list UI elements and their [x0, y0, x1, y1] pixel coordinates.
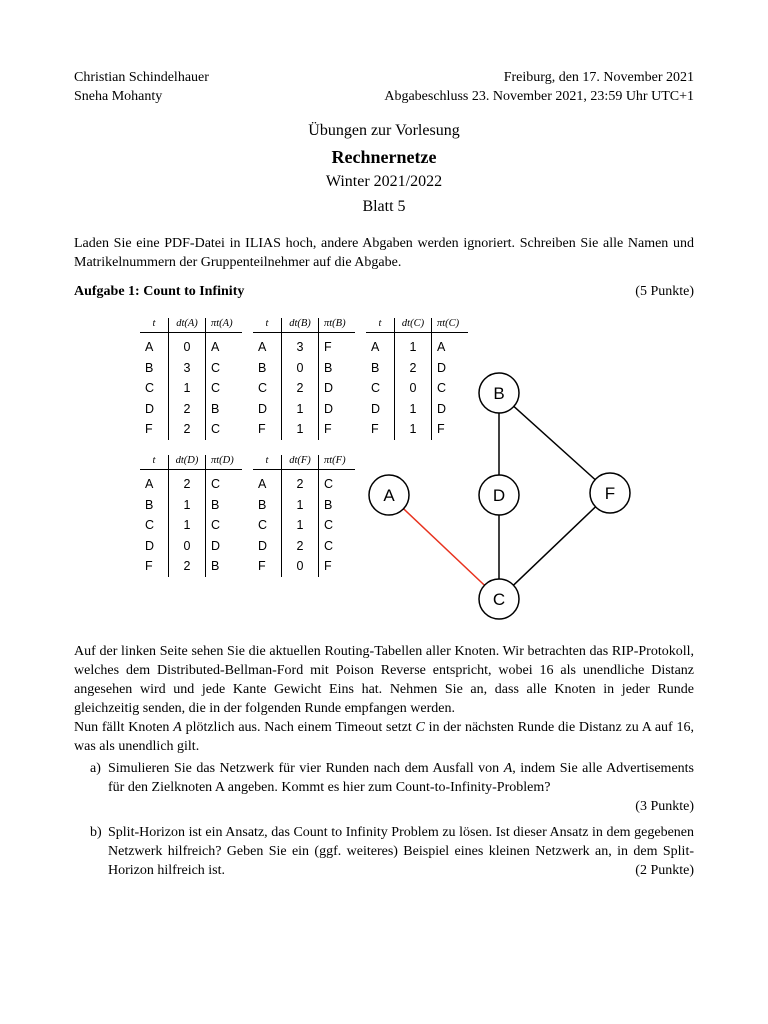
table-cell: B	[211, 497, 220, 512]
table-cell: A	[140, 333, 169, 358]
node-a	[369, 475, 409, 515]
subtask-a-var: A	[503, 761, 513, 776]
routing-table-f	[253, 455, 355, 577]
node-f	[590, 473, 630, 513]
table-cell: C	[324, 518, 334, 533]
table-cell: F	[253, 419, 282, 440]
table-cell: 1	[169, 515, 206, 536]
subtask-b-points: (2 Punkte)	[635, 863, 694, 878]
subtask-a	[90, 759, 694, 816]
table-cell: D	[211, 538, 221, 553]
table-row	[140, 419, 242, 440]
table-cell: B	[324, 497, 333, 512]
table-header-cell: πt(A)	[206, 318, 243, 333]
table-cell: 2	[395, 358, 432, 379]
table-cell: C	[437, 381, 447, 396]
edge-b-f	[499, 393, 610, 493]
table-cell: F	[366, 419, 395, 440]
svg-text:C: C	[492, 590, 506, 609]
node-d	[479, 475, 519, 515]
table-header-cell: dt(C)	[395, 318, 432, 333]
table-row	[253, 536, 355, 557]
table-row	[140, 378, 242, 399]
table-cell: C	[211, 518, 221, 533]
table-cell: 0	[282, 556, 319, 577]
table-cell: C	[253, 378, 282, 399]
table-cell: D	[437, 360, 447, 375]
task-1-heading	[74, 284, 694, 300]
table-header-cell: πt(F)	[319, 455, 356, 470]
table-cell: C	[140, 515, 169, 536]
table-cell: 1	[282, 419, 319, 440]
table-cell: 1	[395, 419, 432, 440]
routing-table-a	[140, 318, 242, 440]
table-row	[253, 399, 355, 420]
table-row	[253, 378, 355, 399]
failure-text-3: in der nächsten Runde die Distanz zu A auf 16, was als unendlich gilt.	[74, 720, 694, 754]
table-row	[140, 470, 242, 495]
table-header-cell: dt(A)	[169, 318, 206, 333]
table-cell: B	[140, 495, 169, 516]
table-cell: 0	[169, 536, 206, 557]
table-row	[253, 515, 355, 536]
routing-table-b	[253, 318, 355, 440]
table-cell: 1	[169, 378, 206, 399]
table-cell: B	[211, 559, 220, 574]
table-header-cell: t	[140, 455, 169, 470]
table-header-cell: t	[140, 318, 169, 333]
table-cell: D	[140, 536, 169, 557]
table-cell: 2	[169, 399, 206, 420]
author-2: Sneha Mohanty	[74, 89, 163, 104]
table-cell: B	[140, 358, 169, 379]
table-cell: 0	[395, 378, 432, 399]
edge-f-c	[499, 493, 610, 599]
author-1: Christian Schindelhauer	[74, 70, 209, 85]
table-header-cell: πt(D)	[206, 455, 243, 470]
table-cell: B	[253, 495, 282, 516]
table-header-cell: t	[253, 318, 282, 333]
table-cell: C	[211, 381, 221, 396]
table-header-cell: dt(D)	[169, 455, 206, 470]
routing-table-d	[140, 455, 242, 577]
table-row	[253, 419, 355, 440]
semester: Winter 2021/2022	[325, 173, 443, 190]
table-header-cell: πt(B)	[319, 318, 356, 333]
var-a: A	[173, 720, 182, 735]
task-1-title: Aufgabe 1: Count to Infinity	[74, 284, 245, 299]
table-cell: F	[324, 422, 332, 437]
table-cell: 1	[169, 495, 206, 516]
table-cell: A	[437, 340, 446, 355]
table-header-cell: t	[253, 455, 282, 470]
table-cell: 0	[169, 333, 206, 358]
table-row	[140, 515, 242, 536]
node-b	[479, 373, 519, 413]
table-cell: 2	[282, 470, 319, 495]
table-cell: D	[366, 399, 395, 420]
table-cell: A	[366, 333, 395, 358]
table-row	[140, 556, 242, 577]
table-cell: 3	[282, 333, 319, 358]
edge-a-c	[389, 495, 499, 599]
table-cell: F	[324, 340, 332, 355]
failure-text-2: plötzlich aus. Nach einem Timeout setzt	[181, 720, 416, 735]
subtask-a-text-1: Simulieren Sie das Netzwerk für vier Runden nach dem Ausfall von	[108, 761, 504, 776]
table-cell: C	[366, 378, 395, 399]
deadline: Abgabeschluss 23. November 2021, 23:59 Uhr UTC+1	[384, 89, 694, 104]
table-cell: C	[253, 515, 282, 536]
table-cell: B	[366, 358, 395, 379]
table-cell: A	[140, 470, 169, 495]
table-row	[253, 470, 355, 495]
intro-paragraph: Laden Sie eine PDF-Datei in ILIAS hoch, andere Abgaben werden ignoriert. Schreiben Sie alle Namen und Matrikelnummern der Gruppenteilnehmer auf die Abgabe.	[74, 236, 694, 270]
table-cell: 1	[395, 399, 432, 420]
subtask-a-text-2: , indem Sie alle Advertisements für den Zielknoten A angeben. Kommt es hier zum Count-to-Infinity-Problem?	[108, 761, 694, 795]
table-row	[253, 556, 355, 577]
description-paragraph: Auf der linken Seite sehen Sie die aktuellen Routing-Tabellen aller Knoten. Wir betrachten das RIP-Protokoll, welches dem Distributed-Bellman-Ford mit Poison Reverse entspricht, wobei 16 als unendliche Distanz angesehen wird und jede Kante Gewicht Eins hat. Nehmen Sie an, dass alle Knoten in jeder Runde gleichzeitig senden, die in der folgenden Runde empfangen werden.	[74, 644, 694, 716]
table-row	[140, 358, 242, 379]
table-row	[253, 358, 355, 379]
table-cell: 2	[282, 536, 319, 557]
svg-text:A: A	[383, 486, 395, 505]
failure-text-1: Nun fällt Knoten	[74, 720, 174, 735]
table-cell: F	[140, 419, 169, 440]
node-c	[479, 579, 519, 619]
table-header-cell: πt(C)	[432, 318, 469, 333]
subtask-b-text: Split-Horizon ist ein Ansatz, das Count to Infinity Problem zu lösen. Ist dieser Ansatz in dem gegebenen Netzwerk hilfreich? Geben Sie ein (ggf. weiteres) Beispiel eines kleinen Netzwerk an, in dem Split-Horizon hilfreich ist.	[108, 825, 694, 878]
date: Freiburg, den 17. November 2021	[503, 70, 694, 85]
table-cell: C	[140, 378, 169, 399]
table-cell: F	[253, 556, 282, 577]
table-cell: F	[140, 556, 169, 577]
table-cell: 3	[169, 358, 206, 379]
table-cell: D	[437, 401, 447, 416]
var-c: C	[415, 720, 425, 735]
table-cell: 1	[395, 333, 432, 358]
table-row	[253, 333, 355, 358]
table-cell: 2	[169, 556, 206, 577]
table-cell: A	[253, 333, 282, 358]
table-cell: A	[211, 340, 220, 355]
course-title: Rechnernetze	[331, 147, 437, 167]
table-header-cell: dt(B)	[282, 318, 319, 333]
table-cell: A	[253, 470, 282, 495]
table-header-cell: dt(F)	[282, 455, 319, 470]
table-cell: C	[211, 422, 221, 437]
svg-text:F: F	[604, 484, 616, 503]
table-cell: B	[211, 401, 220, 416]
table-cell: C	[211, 360, 221, 375]
task-1-description	[74, 642, 694, 756]
table-row	[140, 495, 242, 516]
table-cell: 2	[282, 378, 319, 399]
table-cell: 2	[169, 470, 206, 495]
table-cell: F	[437, 422, 445, 437]
table-cell: D	[140, 399, 169, 420]
table-cell: C	[324, 477, 334, 492]
table-cell: D	[253, 536, 282, 557]
table-cell: D	[324, 401, 334, 416]
subtask-b-label: b)	[90, 825, 102, 840]
table-cell: C	[324, 538, 334, 553]
network-graph	[360, 360, 650, 620]
table-cell: C	[211, 477, 221, 492]
table-row	[140, 399, 242, 420]
table-row	[140, 333, 242, 358]
header	[74, 68, 694, 106]
table-cell: 0	[282, 358, 319, 379]
course-subtitle: Übungen zur Vorlesung	[308, 122, 460, 139]
table-cell: B	[253, 358, 282, 379]
table-row	[253, 495, 355, 516]
subtask-a-label: a)	[90, 761, 101, 776]
sheet-number: Blatt 5	[362, 198, 406, 215]
table-cell: 2	[169, 419, 206, 440]
table-cell: 1	[282, 495, 319, 516]
subtask-a-points: (3 Punkte)	[635, 799, 694, 814]
task-1-points: (5 Punkte)	[635, 284, 694, 299]
table-header-cell: t	[366, 318, 395, 333]
table-cell: 1	[282, 515, 319, 536]
table-cell: 1	[282, 399, 319, 420]
table-cell: D	[324, 381, 334, 396]
svg-text:B: B	[493, 384, 505, 403]
table-row	[140, 536, 242, 557]
svg-text:D: D	[492, 486, 506, 505]
subtask-b	[90, 823, 694, 880]
table-cell: F	[324, 559, 332, 574]
table-row	[366, 333, 468, 358]
table-cell: B	[324, 360, 333, 375]
table-cell: D	[253, 399, 282, 420]
